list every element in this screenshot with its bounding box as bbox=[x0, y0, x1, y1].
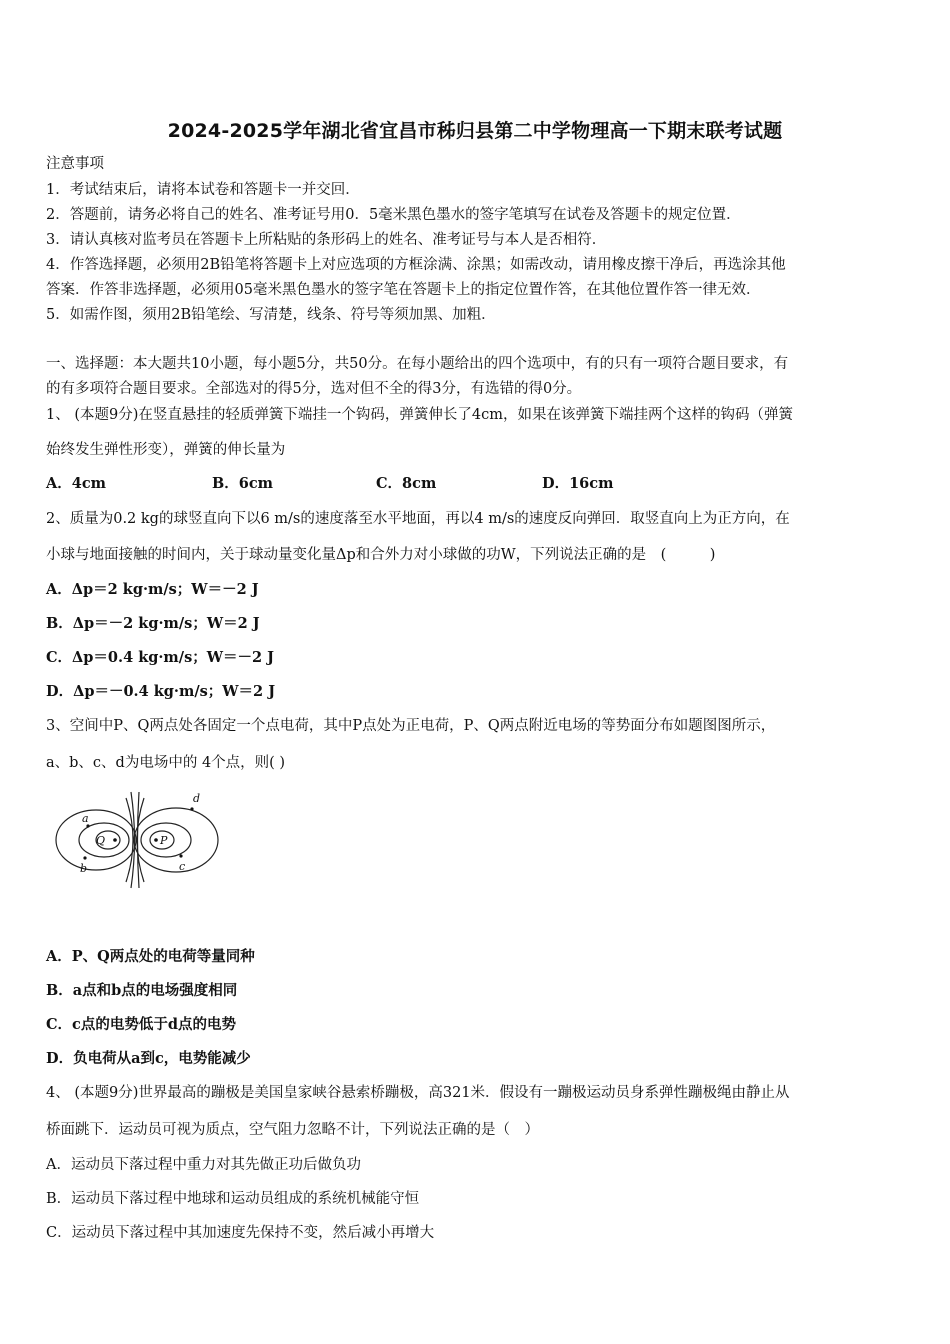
question-3-text: a、b、c、d为电场中的 4个点，则( ) bbox=[46, 755, 286, 771]
label-a: a bbox=[82, 812, 89, 825]
q1-option-c: C．8cm bbox=[376, 475, 437, 492]
q1-option-d: D．16cm bbox=[542, 475, 614, 492]
equipotential-line bbox=[138, 792, 140, 888]
point-d-dot bbox=[190, 807, 193, 810]
question-2-text: 2、质量为0.2 kg的球竖直向下以6 m/s的速度落至水平地面，再以4 m/s的速度反向弹回．取竖直向上为正方向，在 bbox=[46, 511, 790, 527]
q2-option-b: B．Δp＝－2 kg·m/s；W＝2 J bbox=[46, 615, 260, 632]
q1-option-b: B．6cm bbox=[212, 475, 274, 492]
point-b-dot bbox=[83, 856, 86, 859]
question-1-text: 1、 (本题9分)在竖直悬挂的轻质弹簧下端挂一个钩码，弹簧伸长了4cm，如果在该弹簧下端挂两个这样的钩码（弹簧 bbox=[46, 407, 793, 423]
charge-p-dot bbox=[154, 838, 158, 842]
question-1-text: 始终发生弹性形变），弹簧的伸长量为 bbox=[46, 442, 286, 458]
question-4-text: 桥面跳下．运动员可视为质点，空气阻力忽略不计，下列说法正确的是（ ） bbox=[46, 1122, 539, 1138]
q3-option-c: C．c点的电势低于d点的电势 bbox=[46, 1016, 237, 1033]
q4-option-c: C．运动员下落过程中其加速度先保持不变，然后减小再增大 bbox=[46, 1225, 435, 1241]
question-3-text: 3、空间中P、Q两点处各固定一个点电荷，其中P点处为正电荷，P、Q两点附近电场的等势面分布如题图图所示， bbox=[46, 718, 776, 734]
label-b: b bbox=[80, 862, 88, 875]
note-item: 2．答题前，请务必将自己的姓名、准考证号用0．5毫米黑色墨水的签字笔填写在试卷及答题卡的规定位置． bbox=[46, 207, 741, 223]
label-d: d bbox=[193, 792, 201, 805]
note-item: 答案．作答非选择题，必须用05毫米黑色墨水的签字笔在答题卡上的指定位置作答，在其他位置作答一律无效． bbox=[46, 282, 761, 298]
label-p: P bbox=[160, 834, 168, 847]
note-item: 5．如需作图，须用2B铅笔绘、写清楚，线条、符号等须加黑、加粗． bbox=[46, 307, 496, 323]
q3-option-b: B．a点和b点的电场强度相同 bbox=[46, 982, 238, 999]
notes-heading: 注意事项 bbox=[46, 156, 104, 172]
q2-option-c: C．Δp＝0.4 kg·m/s；W＝－2 J bbox=[46, 649, 275, 666]
equipotential-figure bbox=[52, 788, 222, 892]
section-instruction: 一、选择题：本大题共10小题，每小题5分，共50分。在每小题给出的四个选项中，有的只有一项符合题目要求，有 bbox=[46, 356, 789, 372]
page-title: 2024-2025学年湖北省宜昌市秭归县第二中学物理高一下期末联考试题 bbox=[167, 120, 783, 142]
q4-option-a: A．运动员下落过程中重力对其先做正功后做负功 bbox=[46, 1157, 361, 1173]
note-item: 1．考试结束后，请将本试卷和答题卡一并交回． bbox=[46, 182, 360, 198]
note-item: 4．作答选择题，必须用2B铅笔将答题卡上对应选项的方框涂满、涂黑；如需改动，请用橡皮擦干净后，再选涂其他 bbox=[46, 257, 786, 273]
charge-q-dot bbox=[113, 838, 117, 842]
q2-option-d: D．Δp＝－0.4 kg·m/s；W＝2 J bbox=[46, 683, 276, 700]
label-q: Q bbox=[96, 834, 106, 847]
q2-option-a: A．Δp＝2 kg·m/s；W＝－2 J bbox=[46, 581, 259, 598]
note-item: 3．请认真核对监考员在答题卡上所粘贴的条形码上的姓名、准考证号与本人是否相符． bbox=[46, 232, 607, 248]
q3-option-a: A．P、Q两点处的电荷等量同种 bbox=[46, 948, 255, 965]
equipotential-line bbox=[134, 808, 218, 872]
q1-option-a: A．4cm bbox=[46, 475, 107, 492]
question-2-text: 小球与地面接触的时间内，关于球动量变化量Δp和合外力对小球做的功W，下列说法正确的是 ( ) bbox=[46, 547, 716, 563]
question-4-text: 4、 (本题9分)世界最高的蹦极是美国皇家峡谷悬索桥蹦极，高321米．假设有一蹦极运动员身系弹性蹦极绳由静止从 bbox=[46, 1085, 790, 1101]
q4-option-b: B．运动员下落过程中地球和运动员组成的系统机械能守恒 bbox=[46, 1191, 420, 1207]
label-c: c bbox=[179, 860, 186, 873]
point-c-dot bbox=[179, 854, 182, 857]
section-instruction: 的有多项符合题目要求。全部选对的得5分，选对但不全的得3分，有选错的得0分。 bbox=[46, 381, 582, 397]
q3-option-d: D．负电荷从a到c，电势能减少 bbox=[46, 1050, 251, 1067]
